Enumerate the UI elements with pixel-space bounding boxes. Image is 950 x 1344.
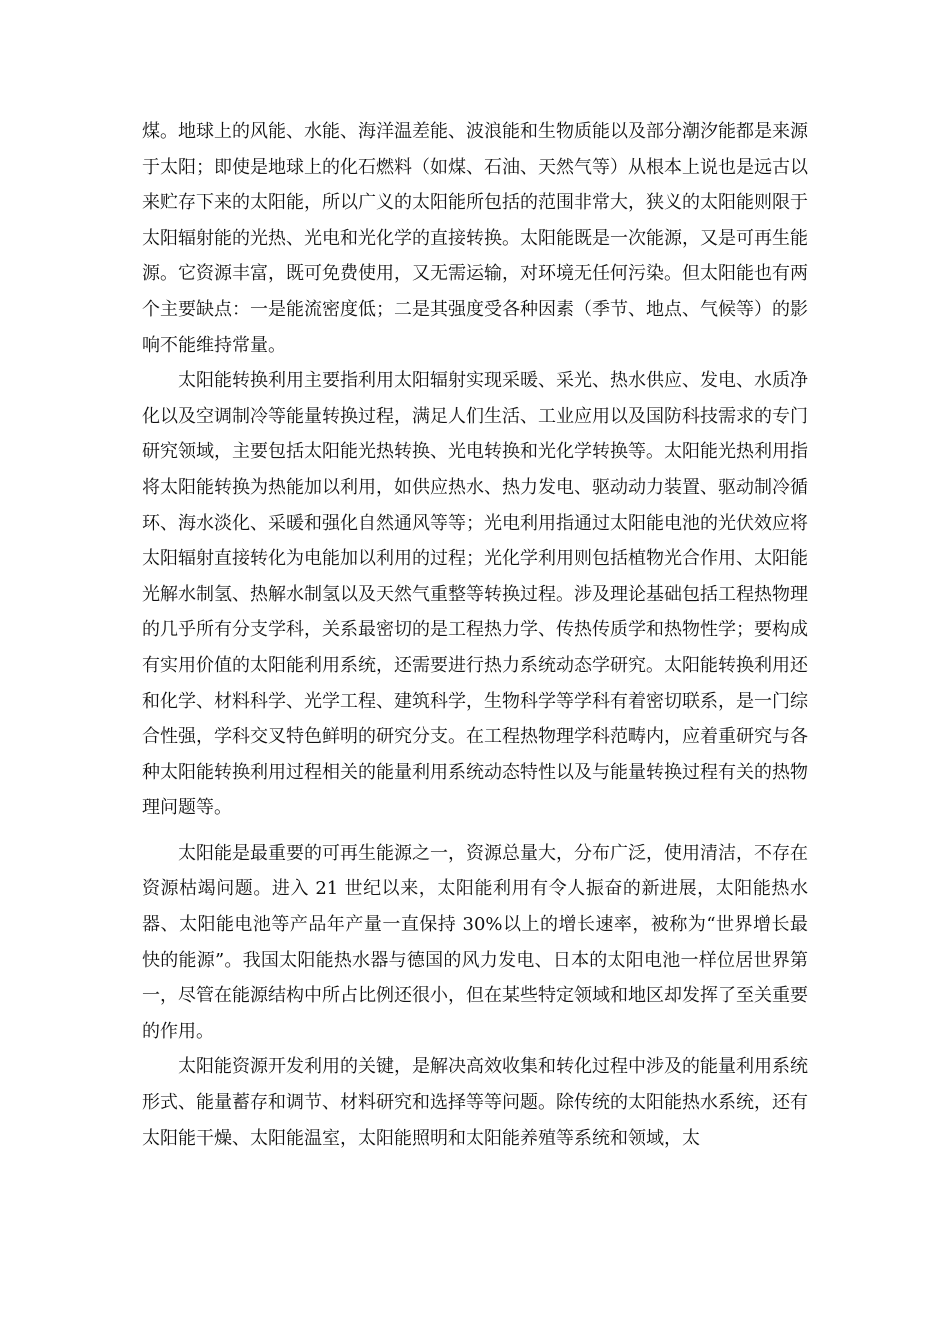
document-body <box>142 114 808 1156</box>
paragraph-2: 太阳能转换利用主要指利用太阳辐射实现采暖、采光、热水供应、发电、水质净化以及空调制冷等能量转换过程，满足人们生活、工业应用以及国防科技需求的专门研究领域，主要包括太阳能光热转换、光电转换和光化学转换等。太阳能光热利用指将太阳能转换为热能加以利用，如供应热水、热力发电、驱动动力装置、驱动制冷循环、海水淡化、采暖和强化自然通风等等；光电利用指通过太阳能电池的光伏效应将太阳辐射直接转化为电能加以利用的过程；光化学利用则包括植物光合作用、太阳能光解水制氢、热解水制氢以及天然气重整等转换过程。涉及理论基础包括工程热物理的几乎所有分支学科，关系最密切的是工程热力学、传热传质学和热物性学；要构成有实用价值的太阳能利用系统，还需要进行热力系统动态学研究。太阳能转换利用还和化学、材料科学、光学工程、建筑科学，生物科学等学科有着密切联系，是一门综合性强，学科交叉特色鲜明的研究分支。在工程热物理学科范畴内，应着重研究与各种太阳能转换利用过程相关的能量利用系统动态特性以及与能量转换过程有关的热物理问题等。 <box>142 370 808 819</box>
paragraph-4: 太阳能资源开发利用的关键，是解决高效收集和转化过程中涉及的能量利用系统形式、能量蓄存和调节、材料研究和选择等等问题。除传统的太阳能热水系统，还有太阳能干燥、太阳能温室，太阳能照明和太阳能养殖等系统和领域，太 <box>142 1056 808 1149</box>
paragraph-1: 煤。地球上的风能、水能、海洋温差能、波浪能和生物质能以及部分潮汐能都是来源于太阳；即使是地球上的化石燃料（如煤、石油、天然气等）从根本上说也是远古以来贮存下来的太阳能，所以广义的太阳能所包括的范围非常大，狭义的太阳能则限于太阳辐射能的光热、光电和光化学的直接转换。太阳能既是一次能源，又是可再生能源。它资源丰富，既可免费使用，又无需运输，对环境无任何污染。但太阳能也有两个主要缺点：一是能流密度低；二是其强度受各种因素（季节、地点、气候等）的影响不能维持常量。 <box>142 121 808 356</box>
paragraph-3: 太阳能是最重要的可再生能源之一，资源总量大，分布广泛，使用清洁，不存在资源枯竭问题。进入 21 世纪以来，太阳能利用有令人振奋的新进展，太阳能热水器、太阳能电池等产品年产量一直保持 30%以上的增长速率，被称为“世界增长最快的能源”。我国太阳能热水器与德国的风力发电、日本的太阳电池一样位居世界第一，尽管在能源结构中所占比例还很小，但在某些特定领域和地区却发挥了至关重要的作用。 <box>142 842 808 1042</box>
